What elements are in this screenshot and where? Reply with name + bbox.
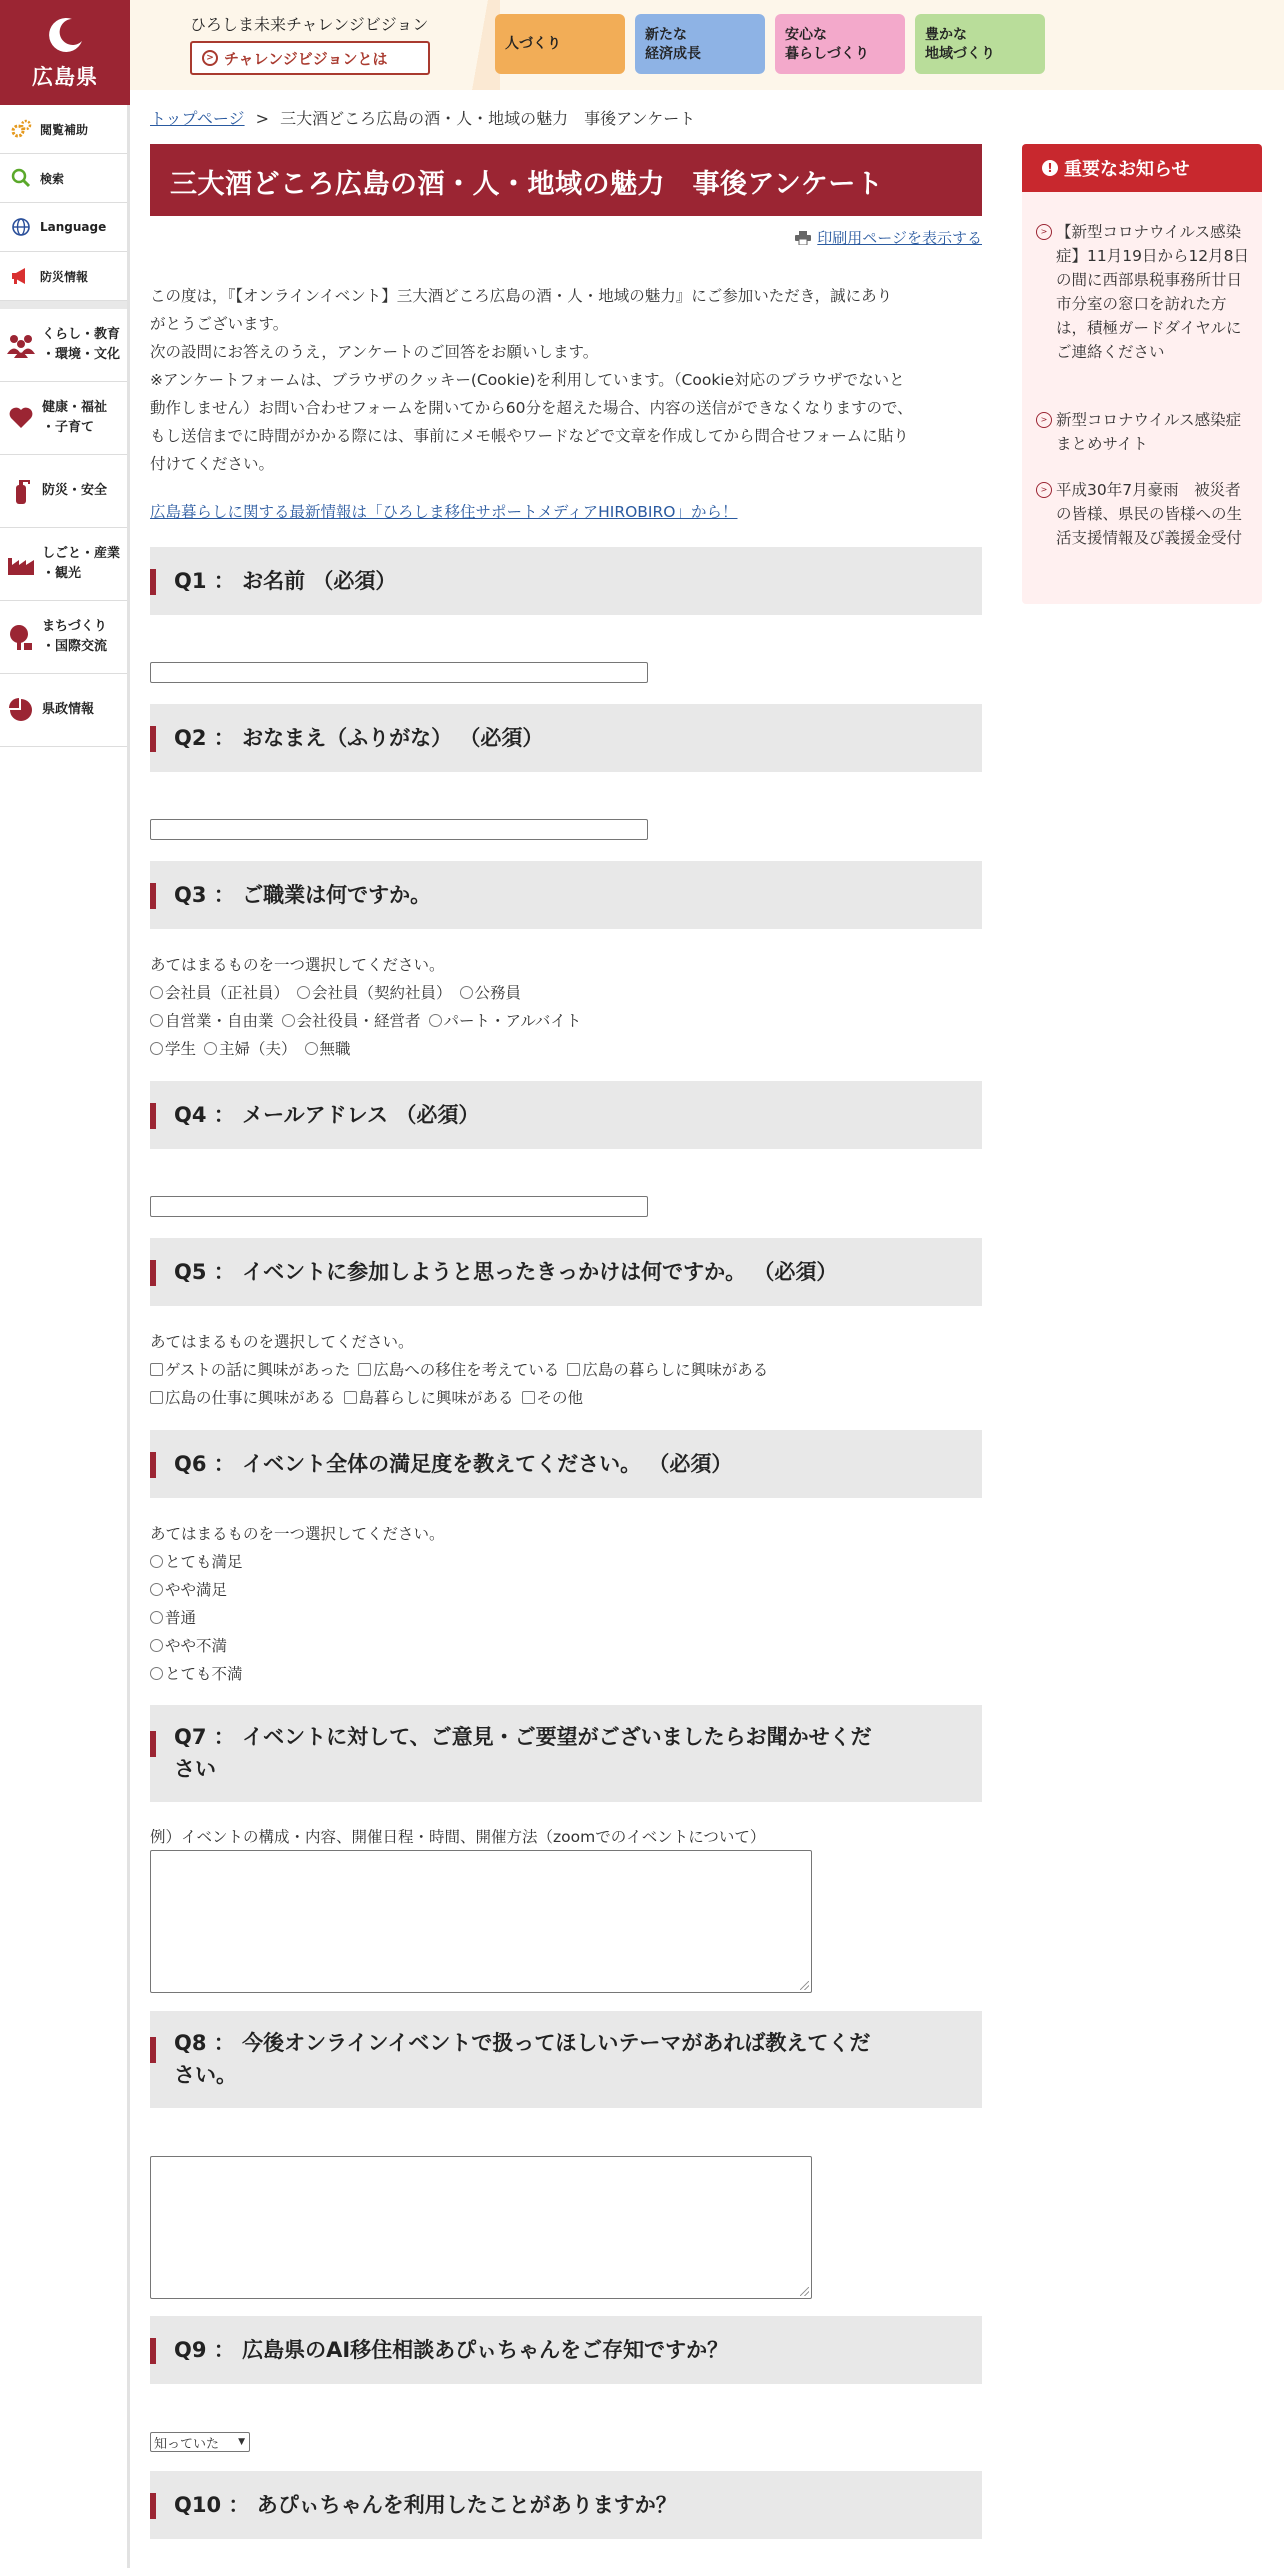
- q3-note: あてはまるものを一つ選択してください。: [150, 956, 445, 974]
- notice-item[interactable]: [1036, 478, 1252, 550]
- q5-option[interactable]: [567, 1358, 768, 1380]
- resize-handle[interactable]: [800, 1981, 809, 1990]
- prefecture-logo[interactable]: [0, 0, 130, 105]
- people-icon: [6, 330, 36, 360]
- q6-option[interactable]: [150, 1550, 243, 1572]
- chevron-down-icon: ▼: [238, 2437, 245, 2447]
- question-label: Q5 ： イベントに参加しようと思ったきっかけは何ですか。 （必須）: [174, 1260, 838, 1284]
- email-field[interactable]: [150, 1196, 648, 1217]
- radio-button[interactable]: [150, 1555, 163, 1568]
- q6-option[interactable]: [150, 1606, 196, 1628]
- sidebar-item-town[interactable]: [0, 601, 127, 674]
- q3-options-row: [150, 1037, 359, 1059]
- option-label: 主婦（夫）: [219, 1040, 297, 1058]
- q5-option[interactable]: [522, 1386, 584, 1408]
- extinguisher-icon: [6, 476, 36, 506]
- q5-heading: [150, 1238, 982, 1306]
- option-label: 島暮らしに興味がある: [358, 1389, 514, 1407]
- sidebar-item-label: 閲覧補助: [40, 122, 89, 137]
- sidebar-item-safety[interactable]: [0, 455, 127, 528]
- sidebar-divider: [0, 301, 127, 309]
- checkbox[interactable]: [150, 1391, 163, 1404]
- header-divider: [460, 0, 500, 90]
- sidebar-item-label: しごと・産業 ・観光: [42, 545, 121, 581]
- question-label: Q3 ： ご職業は何ですか。: [174, 883, 432, 907]
- breadcrumb-current: 三大酒どころ広島の酒・人・地域の魅力 事後アンケート: [280, 109, 696, 128]
- intro-line: ※アンケートフォームは、ブラウザのクッキー(Cookie)を利用しています。（Cookie対応のブラウザでないと: [150, 371, 905, 389]
- resize-handle[interactable]: [800, 2287, 809, 2296]
- sidebar-item-label: Language: [40, 220, 107, 234]
- checkbox[interactable]: [150, 1363, 163, 1376]
- tree-icon: [6, 622, 36, 652]
- radio-button[interactable]: [150, 1611, 163, 1624]
- intro-line: 動作しません）お問い合わせフォームを開いてから60分を超えた場合、内容の送信ができなくなりますので、: [150, 399, 913, 417]
- sidebar-item-label: 健康・福祉 ・子育て: [42, 399, 108, 435]
- sidebar-item-government[interactable]: [0, 674, 127, 747]
- sidebar-item-life[interactable]: [0, 309, 127, 382]
- print-page-link[interactable]: [795, 227, 982, 248]
- tab-region[interactable]: [915, 14, 1045, 74]
- breadcrumb-home-link[interactable]: トップページ: [150, 109, 245, 128]
- option-label: とても満足: [165, 1553, 243, 1571]
- sidebar-item-label: まちづくり ・国際交流: [42, 618, 108, 654]
- tab-people[interactable]: [495, 14, 625, 74]
- globe-icon: [10, 216, 32, 238]
- tab-label: 安心な 暮らしづくり: [785, 27, 869, 62]
- hirobiro-link[interactable]: 広島暮らしに関する最新情報は「ひろしま移住サポートメディアHIROBIRO」から！: [150, 503, 738, 521]
- radio-button[interactable]: [150, 986, 163, 999]
- sidebar-item-language[interactable]: [0, 203, 127, 252]
- intro-line: この度は，『【オンラインイベント】三大酒どころ広島の酒・人・地域の魅力』にご参加いただき，誠にあり: [150, 287, 893, 305]
- q2-heading: [150, 704, 982, 772]
- option-label: 会社役員・経営者: [296, 1012, 421, 1030]
- option-label: とても不満: [165, 1665, 243, 1683]
- heart-icon: [6, 403, 36, 433]
- radio-button[interactable]: [297, 986, 310, 999]
- select-value: 知っていた: [154, 2436, 220, 2452]
- radio-button[interactable]: [150, 1042, 163, 1055]
- tab-economy[interactable]: [635, 14, 765, 74]
- chevron-right-icon: >: [1036, 482, 1052, 498]
- option-label: やや満足: [165, 1581, 228, 1599]
- vision-title: ひろしま未来チャレンジビジョン: [190, 15, 429, 34]
- vision-button[interactable]: [190, 41, 430, 75]
- site-header: [130, 0, 1284, 90]
- sidebar-item-health[interactable]: [0, 382, 127, 455]
- page-title: 三大酒どころ広島の酒・人・地域の魅力 事後アンケート: [150, 144, 982, 216]
- search-icon: [10, 167, 32, 189]
- q7-heading: [150, 1705, 982, 1802]
- sidebar-item-work[interactable]: [0, 528, 127, 601]
- sidebar-item-label: 防災情報: [40, 269, 89, 284]
- q3-options-row: [150, 981, 529, 1003]
- sidebar-item-label: 検索: [40, 171, 65, 186]
- question-label: さい: [174, 1757, 216, 1781]
- q3-option[interactable]: [150, 1037, 196, 1059]
- logo-text: 広島県: [32, 64, 98, 89]
- option-label: 公務員: [474, 984, 522, 1002]
- alert-icon: !: [1042, 160, 1058, 176]
- pie-chart-icon: [6, 695, 36, 725]
- tab-safe-living[interactable]: [775, 14, 905, 74]
- furigana-input[interactable]: [150, 819, 648, 840]
- notice-item-text: 新型コロナウイルス感染症 まとめサイト: [1056, 411, 1242, 453]
- moon-logo-icon: [44, 15, 86, 57]
- tab-label: 豊かな 地域づくり: [925, 27, 995, 62]
- q5-option[interactable]: [358, 1358, 559, 1380]
- sidebar-item-accessibility[interactable]: [0, 105, 127, 154]
- intro-line: がとうございます。: [150, 315, 289, 333]
- radio-button[interactable]: [282, 1014, 295, 1027]
- q6-option[interactable]: [150, 1578, 227, 1600]
- option-label: 無職: [319, 1040, 351, 1058]
- option-label: やや不満: [165, 1637, 228, 1655]
- option-label: 広島の仕事に興味がある: [165, 1389, 336, 1407]
- checkbox[interactable]: [358, 1363, 371, 1376]
- q5-option[interactable]: [150, 1358, 350, 1380]
- notice-item-text: 【新型コロナウイルス感染症】11月19日から12月8日の間に西部県税事務所廿日市分室の窓口を訪れた方は，積極ガードダイヤルにご連絡ください: [1056, 223, 1250, 361]
- printer-icon: [795, 231, 811, 245]
- notice-header: [1022, 144, 1262, 192]
- radio-button[interactable]: [150, 1667, 163, 1680]
- checkbox[interactable]: [567, 1363, 580, 1376]
- intro-line: 次の設問にお答えのうえ，アンケートのご回答をお願いします。: [150, 343, 599, 361]
- vision-button-label: チャレンジビジョンとは: [224, 49, 388, 68]
- sidebar-item-search[interactable]: [0, 154, 127, 203]
- option-label: 自営業・自由業: [165, 1012, 274, 1030]
- notice-item[interactable]: [1036, 220, 1252, 364]
- option-label: 学生: [165, 1040, 197, 1058]
- option-label: パート・アルバイト: [443, 1012, 582, 1030]
- radio-button[interactable]: [150, 1639, 163, 1652]
- q9-heading: [150, 2316, 982, 2384]
- notice-item[interactable]: [1036, 408, 1252, 456]
- q5-option[interactable]: [344, 1386, 514, 1408]
- q4-heading: [150, 1081, 982, 1149]
- q3-heading: [150, 861, 982, 929]
- question-label: Q9 ： 広島県のAI移住相談あぴぃちゃんをご存知ですか？: [174, 2338, 729, 2362]
- question-label: さい。: [174, 2063, 237, 2087]
- intro-text: [150, 282, 982, 478]
- q5-options-row: [150, 1358, 776, 1380]
- question-label: Q4 ： メールアドレス （必須）: [174, 1103, 480, 1127]
- q1-heading: [150, 547, 982, 615]
- radio-button[interactable]: [150, 1014, 163, 1027]
- option-label: その他: [536, 1389, 584, 1407]
- name-input[interactable]: [150, 662, 648, 683]
- q3-option[interactable]: [305, 1037, 351, 1059]
- notice-title: 重要なお知らせ: [1064, 159, 1190, 180]
- q3-option[interactable]: [150, 1009, 274, 1031]
- q3-option[interactable]: [429, 1009, 582, 1031]
- q9-select[interactable]: [150, 2432, 250, 2452]
- q7-textarea[interactable]: [150, 1850, 812, 1993]
- option-label: ゲストの話に興味があった: [165, 1361, 351, 1379]
- important-notice: [1022, 144, 1262, 604]
- tab-label: 人づくり: [505, 36, 561, 52]
- question-label: Q8 ： 今後オンラインイベントで扱ってほしいテーマがあれば教えてくだ: [174, 2031, 871, 2055]
- sidebar-item-label: くらし・教育 ・環境・文化: [42, 326, 121, 362]
- option-label: 会社員（契約社員）: [312, 984, 452, 1002]
- breadcrumb-separator: >: [255, 109, 270, 128]
- q5-options-row: [150, 1386, 591, 1408]
- q6-option[interactable]: [150, 1662, 243, 1684]
- challenge-vision: [130, 0, 490, 90]
- chevron-right-icon: >: [202, 50, 218, 66]
- radio-button[interactable]: [150, 1583, 163, 1596]
- radio-button[interactable]: [460, 986, 473, 999]
- radio-button[interactable]: [305, 1042, 318, 1055]
- chevron-right-icon: >: [1036, 224, 1052, 240]
- chevron-right-icon: >: [1036, 412, 1052, 428]
- radio-button[interactable]: [429, 1014, 442, 1027]
- gear-icon: [10, 118, 32, 140]
- q8-heading: [150, 2011, 982, 2108]
- intro-line: もし送信までに時間がかかる際には、事前にメモ帳やワードなどで文章を作成してから問合せフォームに貼り: [150, 427, 909, 445]
- q5-note: あてはまるものを選択してください。: [150, 1333, 414, 1351]
- question-label: Q2 ： おなまえ（ふりがな） （必須）: [174, 726, 544, 750]
- q5-option[interactable]: [150, 1386, 336, 1408]
- q3-option[interactable]: [204, 1037, 297, 1059]
- option-label: 普通: [165, 1609, 197, 1627]
- q3-option[interactable]: [297, 981, 452, 1003]
- print-link-label: 印刷用ページを表示する: [817, 229, 982, 247]
- intro-line: 付けてください。: [150, 455, 275, 473]
- breadcrumb: [150, 106, 695, 129]
- q3-options-row: [150, 1009, 589, 1031]
- option-label: 会社員（正社員）: [165, 984, 290, 1002]
- sidebar-item-label: 県政情報: [42, 701, 95, 717]
- q3-option[interactable]: [460, 981, 522, 1003]
- q8-textarea[interactable]: [150, 2156, 812, 2299]
- q3-option[interactable]: [282, 1009, 421, 1031]
- q6-option[interactable]: [150, 1634, 227, 1656]
- q6-heading: [150, 1430, 982, 1498]
- megaphone-icon: [10, 265, 32, 287]
- question-label: Q1 ： お名前 （必須）: [174, 569, 397, 593]
- q6-note: あてはまるものを一つ選択してください。: [150, 1525, 445, 1543]
- factory-icon: [6, 549, 36, 579]
- sidebar-item-disaster-info[interactable]: [0, 252, 127, 301]
- q3-option[interactable]: [150, 981, 289, 1003]
- radio-button[interactable]: [204, 1042, 217, 1055]
- option-label: 広島の暮らしに興味がある: [582, 1361, 769, 1379]
- notice-item-text: 平成30年7月豪雨 被災者の皆様、県民の皆様への生活支援情報及び義援金受付: [1056, 481, 1243, 547]
- sidebar-item-label: 防災・安全: [42, 482, 108, 498]
- left-sidebar: [0, 0, 130, 2568]
- checkbox[interactable]: [344, 1391, 357, 1404]
- tab-label: 新たな 経済成長: [645, 27, 701, 62]
- question-label: Q10 ： あぴぃちゃんを利用したことがありますか？: [174, 2493, 677, 2517]
- q7-note: 例）イベントの構成・内容、開催日程・時間、開催方法（zoomでのイベントについて）: [150, 1828, 766, 1846]
- q10-heading: [150, 2471, 982, 2539]
- checkbox[interactable]: [522, 1391, 535, 1404]
- question-label: Q7 ： イベントに対して、ご意見・ご要望がございましたらお聞かせくだ: [174, 1725, 872, 1749]
- option-label: 広島への移住を考えている: [373, 1361, 560, 1379]
- question-label: Q6 ： イベント全体の満足度を教えてください。 （必須）: [174, 1452, 733, 1476]
